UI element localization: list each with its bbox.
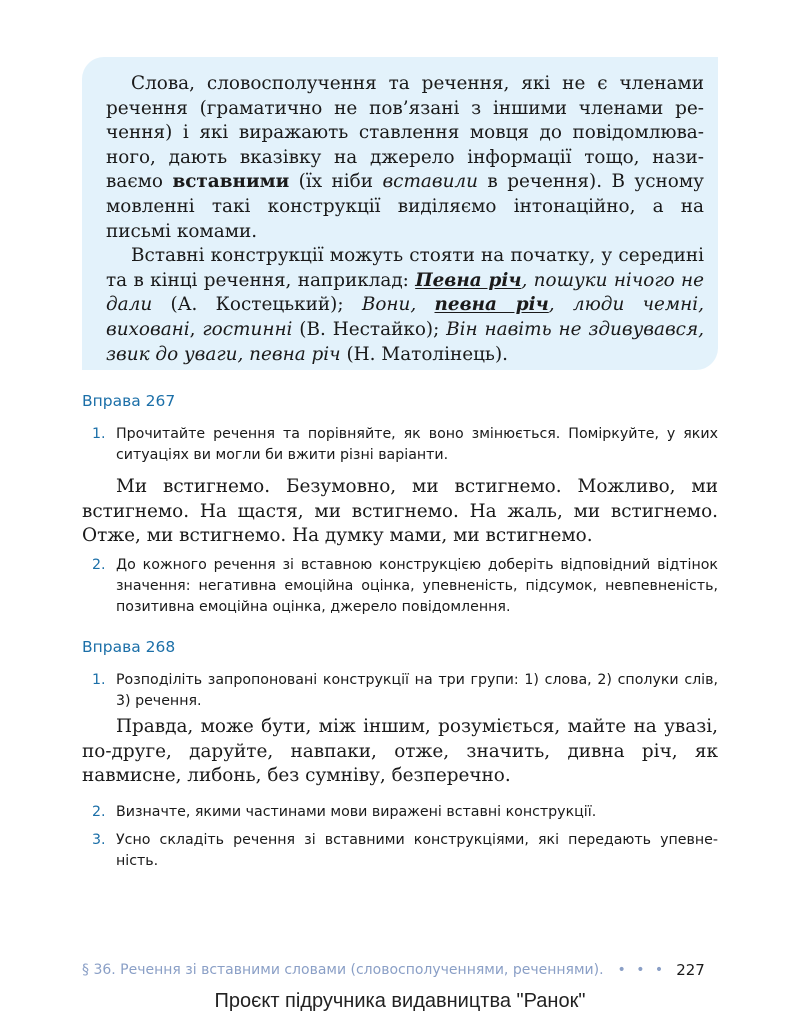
example-author: (Н. Матолінець). bbox=[340, 343, 508, 365]
example-italic: гостинні bbox=[202, 318, 293, 340]
task-number: 1. bbox=[92, 672, 106, 688]
rule-paragraph-1 bbox=[106, 72, 704, 244]
task-text: Визначте, якими частинами мови виражені вставні конструкції. bbox=[116, 804, 597, 820]
example-italic: , пошуки нічого не дали bbox=[106, 269, 704, 316]
example-author: (А. Костецький); bbox=[152, 294, 362, 316]
example-italic: , люди чемні, виховані bbox=[106, 294, 704, 340]
rule-text: в речення). В усному мовленні такі конструкції виділяємо інтонаційно, а на письмі комами. bbox=[106, 171, 704, 242]
exercise-267-title: Вправа 267 bbox=[82, 392, 176, 410]
task-number: 3. bbox=[92, 832, 106, 848]
rule-text: Слова, словосполучення та речення, які не є членами речення (граматично не пов’язані з іншими членами речення) і які виражають ставлення мовця до повідомлюваного, дають вказівку на джерело інформації тощо, називаємо bbox=[106, 73, 704, 193]
example-italic: Вони bbox=[361, 294, 411, 316]
task-text: Прочитайте речення та порівняйте, як воно змінюється. Поміркуйте, у яких ситуаціях ви могли би вжити різні варіанти. bbox=[116, 426, 718, 463]
footer-dots: • • • bbox=[617, 962, 667, 978]
exercise-267-sentences bbox=[82, 475, 718, 549]
page-number: 227 bbox=[676, 961, 705, 979]
example-author: (В. Нестайко); bbox=[292, 318, 447, 340]
rule-paragraph-2 bbox=[106, 244, 704, 367]
example-italic: Він навіть не здивувався, звик до уваги, певна річ bbox=[106, 318, 704, 365]
exercise-268-title: Вправа 268 bbox=[82, 638, 176, 656]
exercise-268-task-2 bbox=[92, 802, 718, 823]
rule-text: (їх ніби bbox=[289, 171, 383, 193]
sentences-text: Ми встигнемо. Безумовно, ми встигнемо. Можливо, ми встигнемо. На щастя, ми встигнемо. На жаль, ми встигнемо. Отже, ми встигнемо. На думку мами, ми встигнемо. bbox=[82, 476, 718, 546]
page-footer bbox=[82, 958, 718, 982]
example-italic: , bbox=[410, 294, 435, 316]
project-note: Проєкт підручника видавництва "Ранок" bbox=[214, 990, 586, 1012]
task-number: 2. bbox=[92, 557, 106, 573]
exercise-267-task-2 bbox=[92, 555, 718, 618]
footer-section-title: § 36. Речення зі вставними словами (словосполученнями, реченнями). bbox=[82, 962, 604, 978]
exercise-268-words bbox=[82, 715, 718, 789]
exercise-268-task-1 bbox=[92, 670, 718, 712]
task-text: Розподіліть запропоновані конструкції на три групи: 1) слова, 2) сполуки слів, 3) речення. bbox=[116, 672, 718, 709]
rule-text: , bbox=[189, 318, 203, 340]
rule-text: Вставні конструкції можуть стояти на початку, у середині та в кінці речення, наприклад: bbox=[106, 245, 704, 291]
exercise-268-task-3 bbox=[92, 830, 718, 872]
task-text: До кожного речення зі вставною конструкцією доберіть відповідний відтінок значення: негативна емоційна оцінка, упевненість, підсумок, невпевненість, позитивна емоційна оцінка, джерело повідомлення. bbox=[116, 557, 718, 615]
words-text: Правда, може бути, між іншим, розуміється, майте на увазі, по-друге, даруйте, навпаки, отже, значить, дивна річ, як навмисне, либонь, без сумніву, безперечно. bbox=[82, 716, 718, 786]
example-highlight: Певна річ bbox=[415, 269, 522, 291]
task-number: 1. bbox=[92, 426, 106, 442]
rule-term-italic: вставили bbox=[382, 171, 478, 193]
exercise-267-task-1 bbox=[92, 424, 718, 466]
rule-box bbox=[82, 57, 718, 370]
task-text: Усно складіть речення зі вставними конструкціями, які передають упевненість. bbox=[116, 832, 718, 869]
task-number: 2. bbox=[92, 804, 106, 820]
example-highlight: певна річ bbox=[434, 294, 549, 316]
rule-term-bold: вставними bbox=[172, 171, 290, 193]
